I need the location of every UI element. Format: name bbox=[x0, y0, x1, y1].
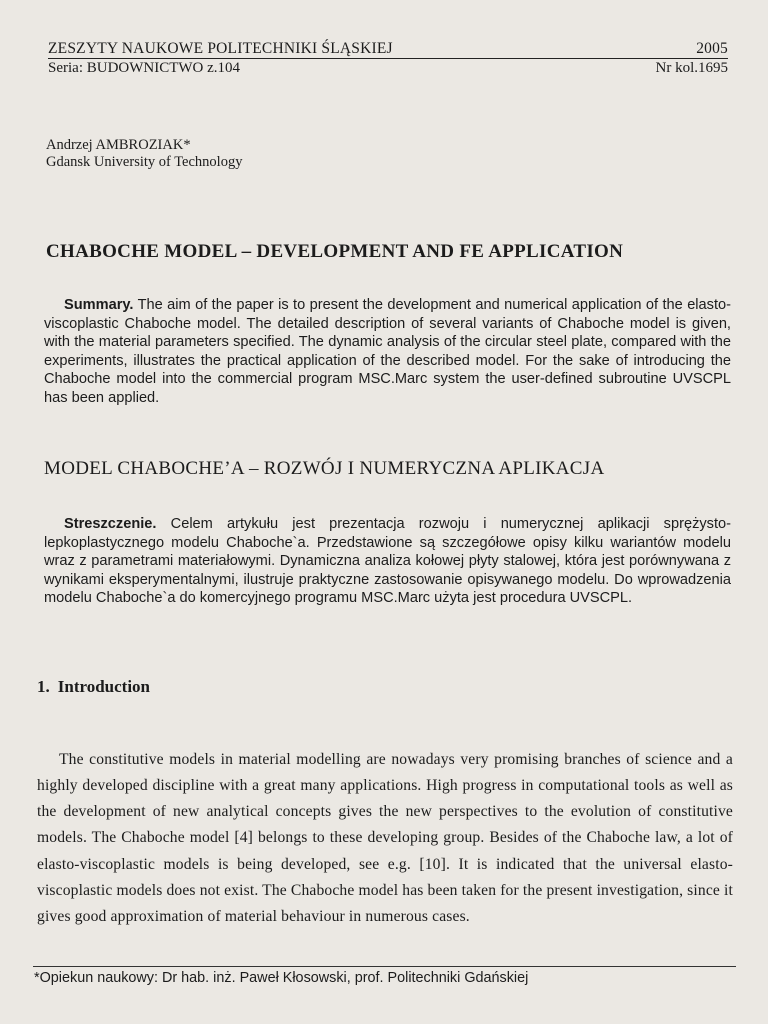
journal-name: ZESZYTY NAUKOWE POLITECHNIKI ŚLĄSKIEJ bbox=[48, 40, 393, 57]
streszczenie-label: Streszczenie. bbox=[64, 516, 157, 532]
author-affiliation: Gdansk University of Technology bbox=[46, 154, 243, 170]
series-label: Seria: BUDOWNICTWO z.104 bbox=[48, 60, 241, 76]
footnote: *Opiekun naukowy: Dr hab. inż. Paweł Kłosowski, prof. Politechniki Gdańskiej bbox=[34, 970, 529, 986]
journal-year: 2005 bbox=[696, 40, 728, 57]
summary-text: The aim of the paper is to present the development and numerical application of the elasto-viscoplastic Chaboche model. The detailed description of several variants of Chaboche model is given, with the material parameters specified. The dynamic analysis of the circular steel plate, compared with the experiments, illustrates the practical application of the described model. For the sake of introducing the Chaboche model into the commercial program MSC.Marc system the user-defined subroutine UVSCPL has been applied. bbox=[44, 297, 731, 406]
streszczenie-paragraph bbox=[44, 515, 731, 608]
issue-number: Nr kol.1695 bbox=[655, 60, 728, 76]
summary-label: Summary. bbox=[64, 297, 134, 313]
streszczenie-text: Celem artykułu jest prezentacja rozwoju i numerycznej aplikacji sprężysto-lepkoplastycznego modelu Chaboche`a. Przedstawione są szczegółowe opisy kilku wariantów modelu wraz z parametrami materiałowymi. Dynamiczna analiza kołowej płyty stalowej, która jest porównywana z wynikami eksperymentalnymi, ilustruje praktyczne zastosowanie opisywanego modelu. Do wprowadzenia modelu Chaboche`a do komercyjnego programu MSC.Marc użyta jest procedura UVSCPL. bbox=[44, 516, 731, 607]
introduction-paragraph: The constitutive models in material modelling are nowadays very promising branches of science and a highly developed discipline with a great many applications. High progress in computational tools as well as the development of new analytical concepts gives the new perspectives to the evolution of constitutive models. The Chaboche model [4] belongs to these developing group. Besides of the Chaboche law, a lot of elasto-viscoplastic models is being developed, see e.g. [10]. It is indicated that the universal elasto-viscoplastic models does not exist. The Chaboche model has been taken for the present investigation, since it gives good approximation of material behaviour in numerous cases. bbox=[37, 750, 733, 926]
summary-paragraph bbox=[44, 296, 731, 408]
author-block bbox=[46, 137, 242, 171]
author-name: Andrzej AMBROZIAK* bbox=[46, 137, 191, 153]
section-heading bbox=[37, 677, 158, 697]
section-title: Introduction bbox=[57, 677, 151, 696]
paper-title-polish: MODEL CHABOCHE’A – ROZWÓJ I NUMERYCZNA APLIKACJA bbox=[44, 458, 605, 479]
footnote-divider bbox=[33, 966, 736, 967]
section-number: 1. bbox=[37, 677, 50, 696]
journal-header bbox=[48, 40, 728, 59]
series-line bbox=[48, 59, 728, 77]
paper-title-english: CHABOCHE MODEL – DEVELOPMENT AND FE APPLICATION bbox=[46, 241, 624, 262]
